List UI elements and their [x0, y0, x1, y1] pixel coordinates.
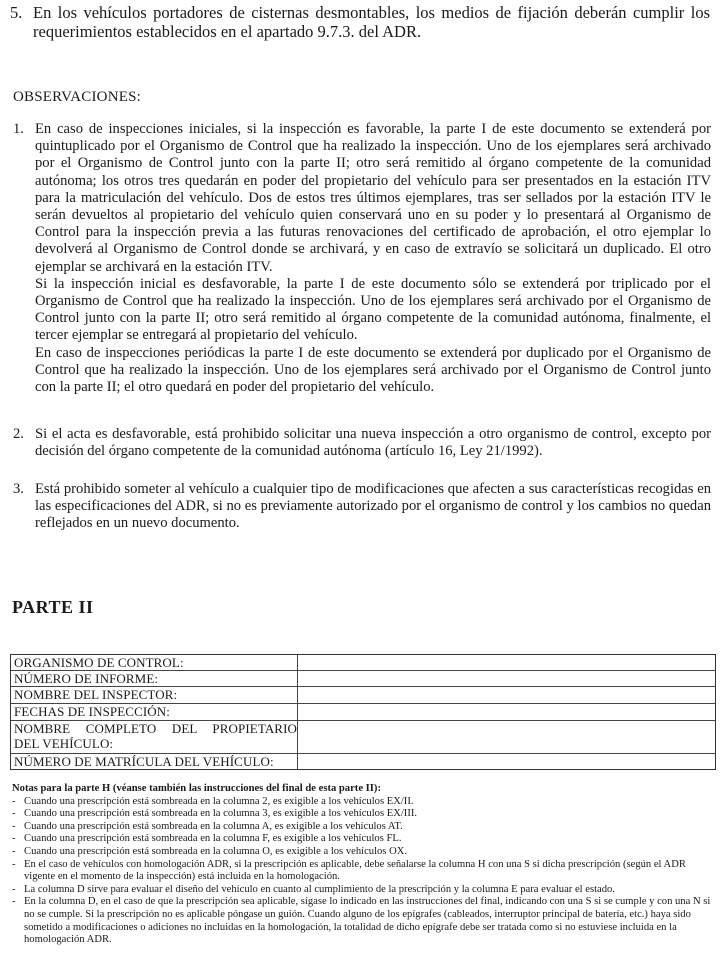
dash-bullet: -: [12, 883, 16, 895]
dash-bullet: -: [12, 845, 16, 857]
item-text: En los vehículos portadores de cisternas desmontables, los medios de fijación deberán cumplir los requerimientos establecidos en el apartado 9.7.3. del ADR.: [33, 3, 710, 41]
paragraph: En caso de inspecciones iniciales, si la inspección es favorable, la parte I de este documento se extenderá por quintuplicado por el Organismo de Control que ha realizado la inspección. Uno de los ejemplares será archivado por el Organismo de Control junto con la parte II; otro será remitido al órgano competente de la comunidad autónoma; los otros tres quedarán en poder del propietario del vehículo para ser presentados en la estación ITV para la matriculación del vehículo. Dos de estos tres últimos ejemplares, tras ser sellados por la estación ITV le serán devueltos al propietario del vehículo quien conservará uno en su poder y lo presentará al Organismo de Control para la inspección previa a las futuras renovaciones del certificado de aprobación, el otro ejemplar lo devolverá al Organismo de Control donde se archivará, y en caso de extravío se solicitará un duplicado. El otro ejemplar se archivará en la estación ITV.: [35, 121, 711, 275]
observaciones-heading: OBSERVACIONES:: [13, 89, 142, 105]
form-row-propietario: [11, 721, 715, 754]
notas-heading: Notas para la parte H (véanse también las instrucciones del final de esta parte II):: [12, 783, 381, 794]
dash-bullet: -: [12, 896, 16, 908]
dash-bullet: -: [12, 820, 16, 832]
notas-list: [12, 796, 712, 947]
observacion-item-3: [13, 481, 711, 533]
item-number: 1.: [13, 121, 24, 137]
organismo-field[interactable]: [298, 655, 715, 670]
note-text: La columna D sirve para evaluar el diseño del vehículo en cuanto al cumplimiento de la prescripción y la columna E para evaluar el estado.: [24, 883, 615, 895]
list-item: [12, 859, 712, 884]
note-text: Cuando una prescripción está sombreada en la columna 2, es exigible a los vehículos EX/II.: [24, 795, 414, 807]
list-item: [12, 808, 712, 821]
inspector-field[interactable]: [298, 687, 715, 703]
note-text: Cuando una prescripción está sombreada en la columna F, es exigible a los vehículos FL.: [24, 833, 402, 845]
fechas-field[interactable]: [298, 704, 715, 720]
observacion-item-2: [13, 426, 711, 460]
parte-ii-form: [10, 654, 716, 770]
form-label-line: NOMBRE COMPLETO DEL PROPIETARIO: [14, 721, 297, 736]
dash-bullet: -: [12, 808, 16, 820]
informe-field[interactable]: [298, 671, 715, 686]
dash-bullet: -: [12, 833, 16, 845]
form-label: NOMBRE DEL INSPECTOR:: [11, 687, 298, 703]
list-item: [12, 821, 712, 834]
list-item: [12, 896, 712, 946]
list-item: [12, 884, 712, 897]
item-5: [10, 3, 710, 41]
item-number: 3.: [13, 481, 24, 497]
form-label: NÚMERO DE INFORME:: [11, 671, 298, 686]
form-label: NÚMERO DE MATRÍCULA DEL VEHÍCULO:: [11, 754, 298, 770]
form-row-fechas: [11, 704, 715, 721]
notas-section: [12, 783, 712, 947]
form-label: FECHAS DE INSPECCIÓN:: [11, 704, 298, 720]
form-row-organismo: [11, 655, 715, 671]
note-text: Cuando una prescripción está sombreada en la columna O, es exigible a los vehículos OX.: [24, 845, 408, 857]
form-label: [11, 721, 298, 753]
item-number: 2.: [13, 426, 24, 442]
paragraph: Si el acta es desfavorable, está prohibido solicitar una nueva inspección a otro organismo de control, excepto por decisión del órgano competente de la comunidad autónoma (artículo 16, Ley 21/1992).: [35, 426, 711, 460]
propietario-field[interactable]: [298, 721, 715, 753]
observacion-item-1: [13, 121, 711, 396]
form-row-matricula: [11, 754, 715, 770]
form-label-line: DEL VEHÍCULO:: [14, 736, 114, 751]
form-label: ORGANISMO DE CONTROL:: [11, 655, 298, 670]
dash-bullet: -: [12, 795, 16, 807]
item-number: 5.: [10, 3, 23, 22]
list-item: [12, 833, 712, 846]
note-text: Cuando una prescripción está sombreada en la columna A, es exigible a los vehículos AT.: [24, 820, 403, 832]
form-row-informe: [11, 671, 715, 687]
matricula-field[interactable]: [298, 754, 715, 770]
list-item: [12, 796, 712, 809]
paragraph: Está prohibido someter al vehículo a cualquier tipo de modificaciones que afecten a sus características recogidas en las especificaciones del ADR, si no es previamente autorizado por el organismo de control y los cambios no quedan reflejados en un nuevo documento.: [35, 481, 711, 532]
dash-bullet: -: [12, 858, 16, 870]
paragraph: Si la inspección inicial es desfavorable, la parte I de este documento sólo se extenderá por triplicado por el Organismo de Control que ha realizado la inspección. Uno de los ejemplares será archivado por el Organismo de Control junto con la parte II; otro será remitido al órgano competente de la comunidad autónoma, finalmente, el tercer ejemplar se entregará al propietario del vehículo.: [35, 275, 711, 344]
note-text: En la columna D, en el caso de que la prescripción sea aplicable, sígase lo indicado en las instrucciones del final, indicando con una S si se cumple y con una N si no se cumple. Si la prescripción no es aplicable póngase un guión. Cuando alguno de los epígrafes (cableados, interruptor principal de batería, etc.) haya sido sometido a modificaciones o adiciones no incluidas en la homologación, la totalidad de dicho epígrafe debe ser tratada como si no estuviese incluida en la homologación ADR.: [24, 896, 711, 946]
list-item: [12, 846, 712, 859]
note-text: Cuando una prescripción está sombreada en la columna 3, es exigible a los vehículos EX/III.: [24, 808, 418, 820]
paragraph: En caso de inspecciones periódicas la parte I de este documento se extenderá por duplicado por el Organismo de Control que ha realizado la inspección. Uno de los ejemplares será archivado por el Organismo de Control junto con la parte II; el otro quedará en poder del propietario del vehículo.: [35, 344, 711, 396]
parte-ii-title: PARTE II: [12, 597, 94, 617]
note-text: En el caso de vehículos con homologación ADR, si la prescripción es aplicable, debe señalarse la columna H con una S si dicha prescripción (según el ADR vigente en el momento de la inspección) está incluida en la homologación.: [24, 858, 686, 883]
form-row-inspector: [11, 687, 715, 704]
